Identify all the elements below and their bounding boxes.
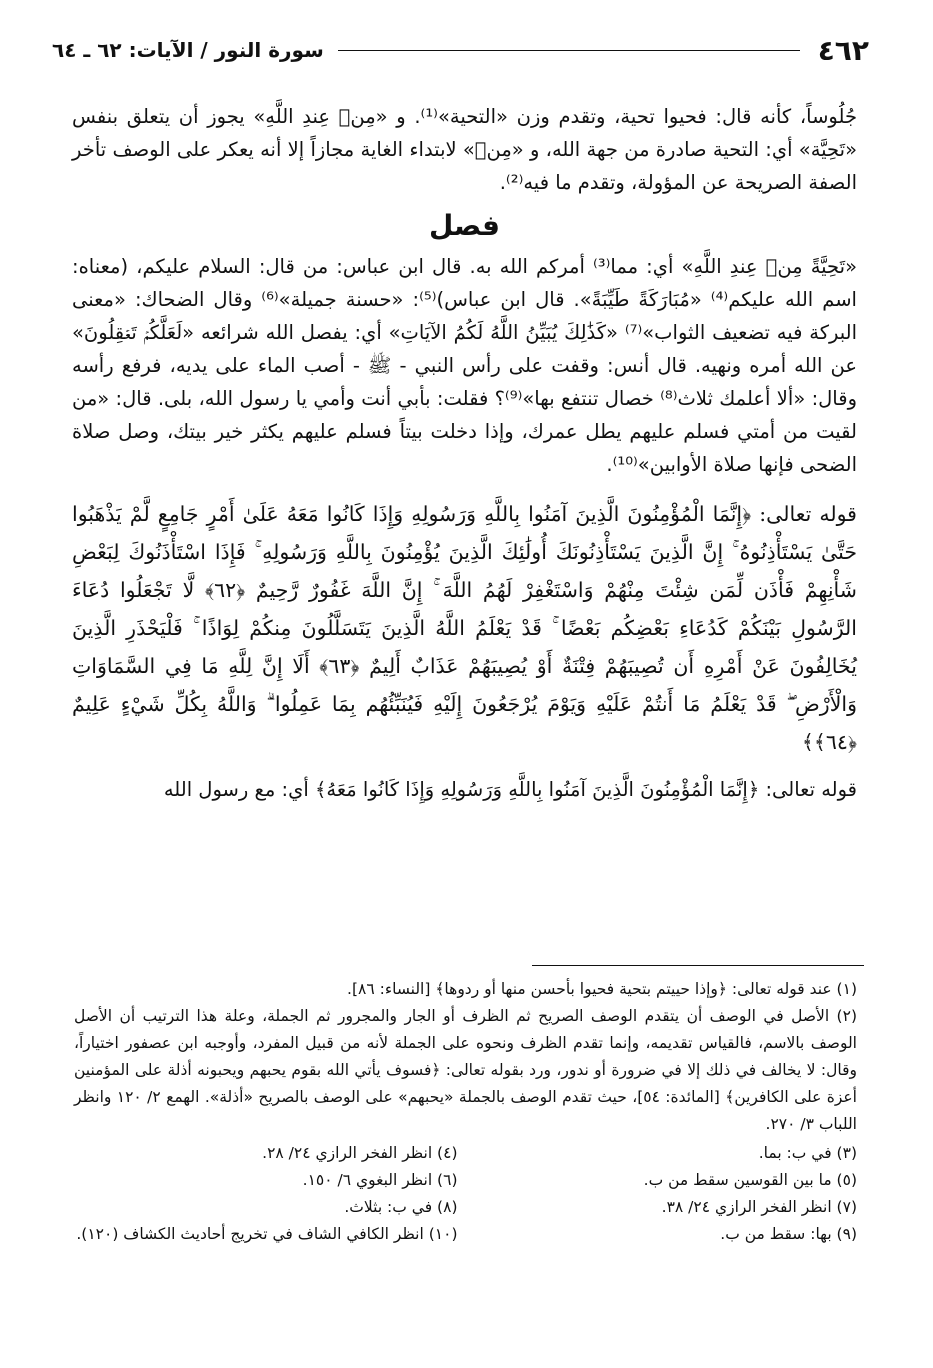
footnote-1: (١) عند قوله تعالى: ﴿وإذا حييتم بتحية فحيوا بأحسن منها أو ردوها﴾ [النساء: ٨٦]. — [347, 980, 857, 998]
footnote-separator — [532, 965, 864, 966]
paragraph-3: قوله تعالى: ﴿إِنَّمَا الْمُؤْمِنُونَ الَّذِينَ آمَنُوا بِاللَّهِ وَرَسُولِهِ وَإِذَا كَانُوا مَعَهُ﴾ أي: مع رسول الله — [163, 778, 857, 801]
footnote-4: (٤) انظر الفخر الرازي ٢٤/ ٢٨. — [262, 1144, 458, 1162]
footnote-8: (٨) في ب: بثلاث. — [344, 1198, 458, 1216]
footnote-3: (٣) في ب: بما. — [758, 1144, 857, 1162]
page-header — [52, 30, 869, 70]
running-title: سورة النور / الآيات: ٦٢ ـ ٦٤ — [52, 38, 324, 62]
footnote-6: (٦) انظر البغوي ٦/ ١٥٠. — [302, 1171, 458, 1189]
page-number: ٤٦٢ — [817, 33, 869, 67]
footnote-2: (٢) الأصل في الوصف أن يتقدم الوصف الصريح ثم الظرف أو الجار والمجرور ثم الجملة، وعلة هذا الترتيب أن الأصل الوصف بالاسم، فالقياس تقديمه، وإنما تقدم الظرف ونحوه على الجملة لأنه من قبيل المفرد، وأوجبه ابن عصفور اختياراً، وقال: لا يخالف في ذلك إلا في ضرورة أو ندور، ورد بقوله تعالى: ﴿فسوف يأتي الله بقوم يحبهم ويحبونه أذلة على المؤمنين أعزة على الكافرين﴾ [المائدة: ٥٤]، حيث تقدم الوصف بالجملة «يحبهم» على الوصف بالصريح «أذلة». الهمع ٢/ ١٢٠ وانظر اللباب ٣/ ٢٧٠. — [74, 1007, 857, 1133]
footnote-10: (١٠) انظر الكافي الشاف في تخريج أحاديث الكشاف (١٢٠). — [76, 1225, 458, 1243]
header-rule — [338, 50, 800, 51]
quran-verse-block: قوله تعالى: ﴿إِنَّمَا الْمُؤْمِنُونَ الَّذِينَ آمَنُوا بِاللَّهِ وَرَسُولِهِ وَإِذَا كَانُوا مَعَهُ عَلَىٰ أَمْرٍ جَامِعٍ لَّمْ يَذْهَبُوا حَتَّىٰ يَسْتَأْذِنُوهُ ۚ إِنَّ الَّذِينَ يَسْتَأْذِنُونَكَ أُولَٰئِكَ الَّذِينَ يُؤْمِنُونَ بِاللَّهِ وَرَسُولِهِ ۚ فَإِذَا اسْتَأْذَنُوكَ لِبَعْضِ شَأْنِهِمْ فَأْذَن لِّمَن شِئْتَ مِنْهُمْ وَاسْتَغْفِرْ لَهُمُ اللَّهَ ۚ إِنَّ اللَّهَ غَفُورٌ رَّحِيمٌ ﴿٦٢﴾ لَّا تَجْعَلُوا دُعَاءَ الرَّسُولِ بَيْنَكُمْ كَدُعَاءِ بَعْضِكُم بَعْضًا ۚ قَدْ يَعْلَمُ اللَّهُ الَّذِينَ يَتَسَلَّلُونَ مِنكُمْ لِوَاذًا ۚ فَلْيَحْذَرِ الَّذِينَ يُخَالِفُونَ عَنْ أَمْرِهِ أَن تُصِيبَهُمْ فِتْنَةٌ أَوْ يُصِيبَهُمْ عَذَابٌ أَلِيمٌ ﴿٦٣﴾ أَلَا إِنَّ لِلَّهِ مَا فِي السَّمَاوَاتِ وَالْأَرْضِ ۖ قَدْ يَعْلَمُ مَا أَنتُمْ عَلَيْهِ وَيَوْمَ يُرْجَعُونَ إِلَيْهِ فَيُنَبِّئُهُم بِمَا عَمِلُوا ۗ وَاللَّهُ بِكُلِّ شَيْءٍ عَلِيمٌ ﴿٦٤﴾﴾ — [72, 502, 857, 754]
footnote-5: (٥) ما بين القوسين سقط من ب. — [643, 1171, 857, 1189]
section-heading: فصل — [429, 209, 500, 242]
footnotes-two-column — [74, 1140, 857, 1248]
footnotes — [74, 976, 857, 1248]
footnote-9: (٩) بها: سقط من ب. — [720, 1225, 857, 1243]
main-text — [72, 100, 857, 806]
footnote-7: (٧) انظر الفخر الرازي ٢٤/ ٣٨. — [661, 1198, 857, 1216]
paragraph-2: «تَحِيَّةً مِنۡ عِندِ اللَّهِ» أي: مما⁽³⁾ أمركم الله به. قال ابن عباس: من قال: السلام عليكم، (معناه: اسم الله عليكم⁽⁴⁾ «مُبَارَكَةً طَيِّبَةً». قال ابن عباس)⁽⁵⁾: «حسنة جميلة»⁽⁶⁾ وقال الضحاك: «معنى البركة فيه تضعيف الثواب»⁽⁷⁾ «كَذَٰلِكَ يُبَيِّنُ اللَّهُ لَكُمُ الآيَاتِ» أي: يفصل الله شرائعه «لَعَلَّكُمۡ تَعۡقِلُونَ» عن الله أمره ونهيه. قال أنس: وقفت على رأس النبي - ﷺ - أصب الماء على يديه، فرفع رأسه وقال: «ألا أعلمك ثلاث⁽⁸⁾ خصال تنتفع بها»⁽⁹⁾؟ فقلت: بأبي أنت وأمي يا رسول الله، بلى. قال: «من لقيت من أمتي فسلم عليهم يطل عمرك، وإذا دخلت بيتاً فسلم عليهم يكثر خير بيتك، وصل صلاة الضحى فإنها صلاة الأوابين»⁽¹⁰⁾. — [72, 255, 858, 476]
paragraph-1: جُلُوساً، كأنه قال: فحيوا تحية، وتقدم وزن «التحية»⁽¹⁾. و «مِنۡ عِندِ اللَّهِ» يجوز أن يتعلق بنفس «تَحِيَّة» أي: التحية صادرة من جهة الله، و «مِنۡ» لابتداء الغاية مجازاً إلا أنه يعكر على الوصف تأخر الصفة الصريحة عن المؤولة، وتقدم ما فيه⁽²⁾. — [72, 105, 857, 194]
